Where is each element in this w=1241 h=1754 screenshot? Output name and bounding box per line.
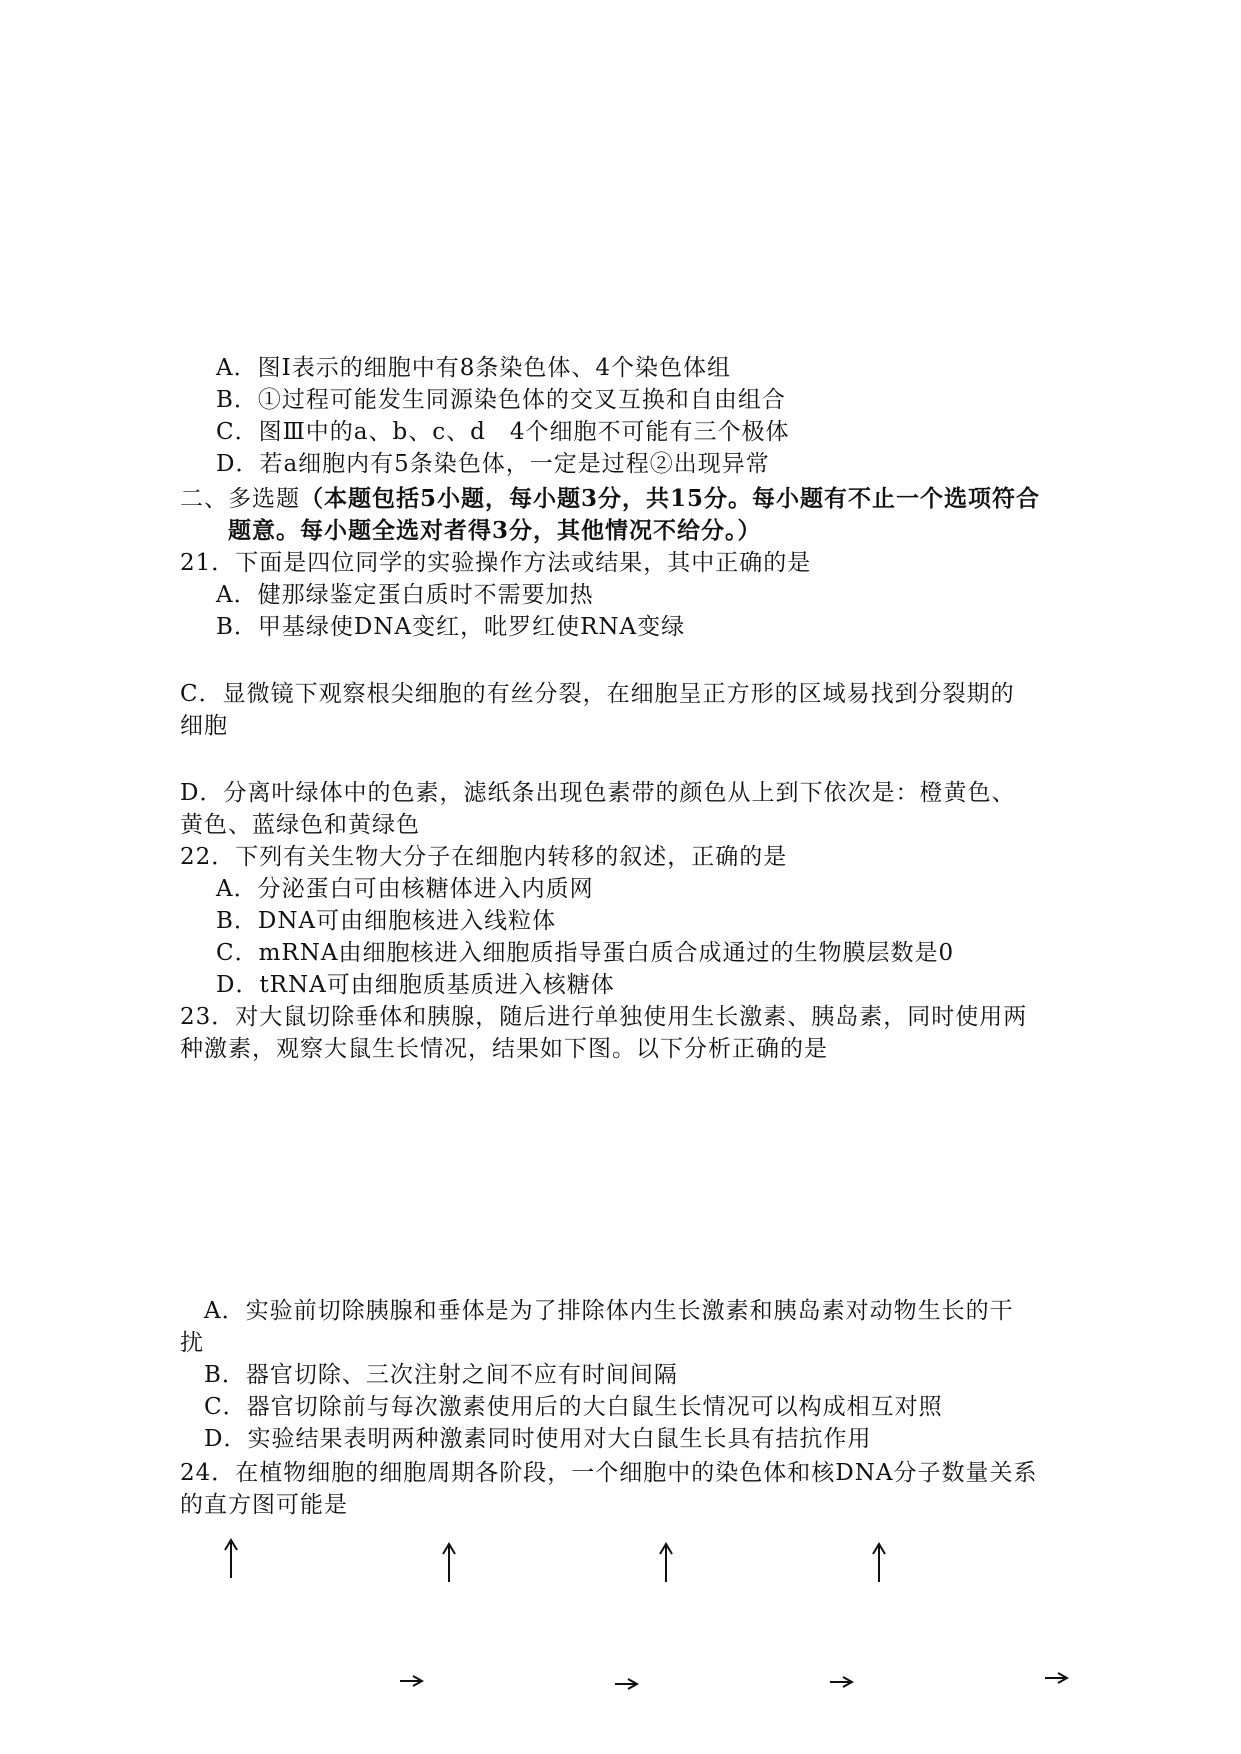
q22-option-a: A．分泌蛋白可由核糖体进入内质网 <box>216 876 594 902</box>
q23-option-d: D．实验结果表明两种激素同时使用对大白鼠生长具有拮抗作用 <box>204 1426 872 1452</box>
q21-option-c-line1: C．显微镜下观察根尖细胞的有丝分裂，在细胞呈正方形的区域易找到分裂期的 <box>180 681 1015 707</box>
q22-option-d: D．tRNA可由细胞质基质进入核糖体 <box>216 972 615 998</box>
q22-option-c: C．mRNA由细胞核进入细胞质指导蛋白质合成通过的生物膜层数是0 <box>216 940 955 966</box>
q20-option-d: D．若a细胞内有5条染色体，一定是过程②出现异常 <box>216 451 770 477</box>
q21-option-d-line1: D．分离叶绿体中的色素，滤纸条出现色素带的颜色从上到下依次是：橙黄色、 <box>180 780 1016 806</box>
y-axis-arrow-icon <box>658 1542 674 1584</box>
section2-desc-line1: （本题包括5小题，每小题3分，共15分。每小题有不止一个选项符合 <box>300 485 1041 512</box>
q23-option-c: C．器官切除前与每次激素使用后的大白鼠生长情况可以构成相互对照 <box>204 1394 943 1420</box>
q20-option-a: A．图Ⅰ表示的细胞中有8条染色体、4个染色体组 <box>216 355 731 381</box>
section2-desc-line2: 题意。每小题全选对者得3分，其他情况不给分。） <box>228 517 762 544</box>
q23-option-b: B．器官切除、三次注射之间不应有时间间隔 <box>204 1362 678 1388</box>
y-axis-arrow-icon <box>441 1542 457 1584</box>
q21-option-a: A．健那绿鉴定蛋白质时不需要加热 <box>216 582 594 608</box>
q24-stem-line1: 24．在植物细胞的细胞周期各阶段，一个细胞中的染色体和核DNA分子数量关系 <box>180 1460 1038 1486</box>
x-axis-arrow-icon <box>398 1674 424 1688</box>
q21-option-b: B．甲基绿使DNA变红，吡罗红使RNA变绿 <box>216 614 686 640</box>
q21-option-c-line2: 细胞 <box>180 713 228 739</box>
x-axis-arrow-icon <box>613 1677 639 1691</box>
q23-stem-line2: 种激素，观察大鼠生长情况，结果如下图。以下分析正确的是 <box>180 1036 828 1062</box>
q20-option-b: B．①过程可能发生同源染色体的交叉互换和自由组合 <box>216 387 786 413</box>
y-axis-arrow-icon <box>223 1538 239 1580</box>
q22-option-b: B．DNA可由细胞核进入线粒体 <box>216 908 557 934</box>
q21-option-d-line2: 黄色、蓝绿色和黄绿色 <box>180 812 420 838</box>
q23-option-a-line1: A．实验前切除胰腺和垂体是为了排除体内生长激素和胰岛素对动物生长的干 <box>204 1298 1014 1324</box>
q22-stem: 22．下列有关生物大分子在细胞内转移的叙述，正确的是 <box>180 844 788 870</box>
q24-stem-line2: 的直方图可能是 <box>180 1492 348 1518</box>
y-axis-arrow-icon <box>871 1542 887 1584</box>
q20-option-c: C．图Ⅲ中的a、b、c、d 4个细胞不可能有三个极体 <box>216 419 790 445</box>
q23-stem-line1: 23．对大鼠切除垂体和胰腺，随后进行单独使用生长激素、胰岛素，同时使用两 <box>180 1004 1028 1030</box>
q21-stem: 21．下面是四位同学的实验操作方法或结果，其中正确的是 <box>180 550 812 576</box>
x-axis-arrow-icon <box>828 1675 854 1689</box>
section2-label: 二、多选题 <box>180 486 300 512</box>
q23-option-a-line2: 扰 <box>180 1330 204 1356</box>
x-axis-arrow-icon <box>1043 1671 1069 1685</box>
section2-heading <box>180 483 1040 515</box>
